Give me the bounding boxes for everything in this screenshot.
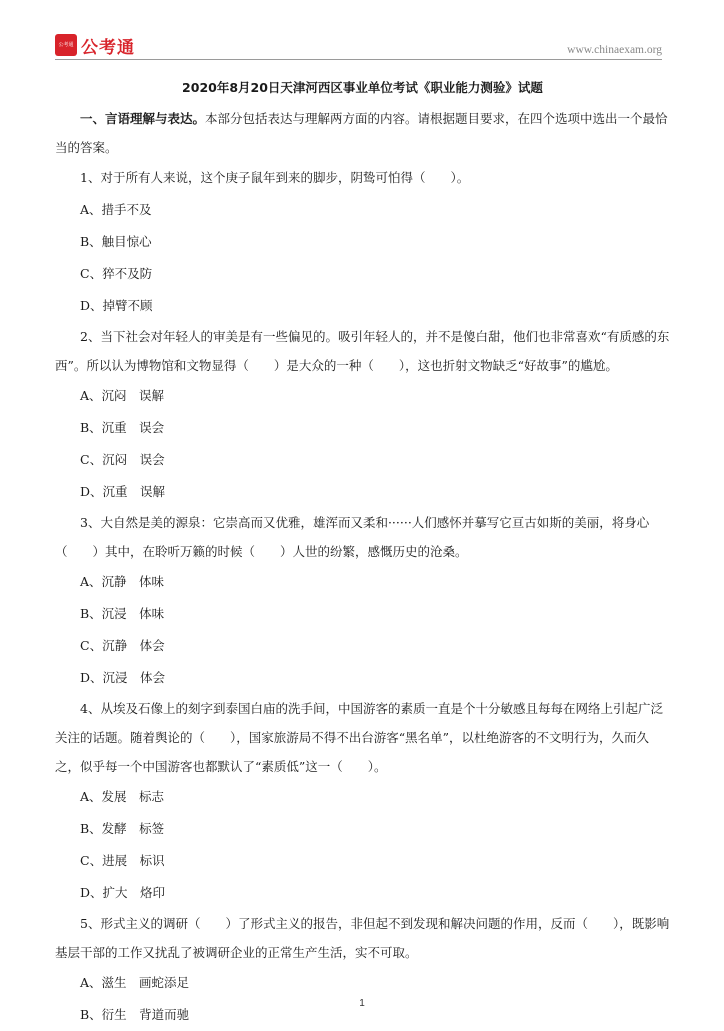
option-a: A、沉闷 误解	[80, 388, 165, 403]
option-b: B、沉浸 体味	[80, 606, 165, 621]
option-c: C、进展 标识	[80, 853, 165, 868]
question-4	[55, 694, 670, 909]
question-stem: 4、从埃及石像上的刻字到泰国白庙的洗手间，中国游客的素质一直是个十分敏感且每每在网络上引起广泛关注的话题。随着舆论的（ ），国家旅游局不得不出台游客“黑名单”，以杜绝游客的不文明行为，久而久之，似乎每一个中国游客也都默认了“素质低”这一（ ）。	[55, 701, 663, 774]
option-d: D、沉重 误解	[80, 484, 166, 499]
option-c: C、猝不及防	[80, 266, 153, 281]
question-2	[55, 322, 670, 508]
option-c: C、沉闷 误会	[80, 452, 165, 467]
question-stem: 1、对于所有人来说，这个庚子鼠年到来的脚步，阴鸷可怕得（ ）。	[80, 170, 470, 185]
option-c: C、沉静 体会	[80, 638, 165, 653]
site-url-link[interactable]: www.chinaexam.org	[567, 44, 662, 56]
page-number: 1	[359, 998, 365, 1009]
brand-logo[interactable]	[55, 34, 135, 56]
question-stem: 3、大自然是美的源泉：它崇高而又优雅，雄浑而又柔和······人们感怀并摹写它亘古如斯的美丽，将身心（ ）其中，在聆听万籁的时候（ ）人世的纷繁，感慨历史的沧桑。	[55, 515, 650, 559]
option-a: A、措手不及	[80, 202, 152, 217]
section-heading: 一、言语理解与表达。	[80, 111, 206, 126]
option-a: A、滋生 画蛇添足	[80, 975, 190, 990]
option-b: B、沉重 误会	[80, 420, 165, 435]
question-5	[55, 909, 670, 1031]
logo-badge-icon: 公考通	[55, 34, 77, 56]
option-b: B、触目惊心	[80, 234, 152, 249]
document-title: 2020年8月20日天津河西区事业单位考试《职业能力测验》试题	[182, 80, 543, 95]
option-d: D、掉臂不顾	[80, 298, 153, 313]
option-b: B、发酵 标签	[80, 821, 165, 836]
question-stem: 5、形式主义的调研（ ）了形式主义的报告，非但起不到发现和解决问题的作用，反而（ ），既影响基层干部的工作又扰乱了被调研企业的正常生产生活，实不可取。	[55, 916, 670, 960]
logo-text: 公考通	[81, 37, 135, 58]
page-header	[55, 34, 662, 60]
option-d: D、扩大 烙印	[80, 885, 166, 900]
option-a: A、发展 标志	[80, 789, 165, 804]
question-3	[55, 508, 670, 694]
document-body	[55, 78, 670, 1031]
section-intro	[55, 104, 670, 162]
section-intro-text: 本部分包括表达与理解两方面的内容。请根据题目要求，在四个选项中选出一个最恰当的答案。	[55, 111, 668, 155]
question-1	[55, 162, 670, 322]
question-stem: 2、当下社会对年轻人的审美是有一些偏见的。吸引年轻人的，并不是傻白甜，他们也非常喜欢“有质感的东西”。所以认为博物馆和文物显得（ ）是大众的一种（ ），这也折射文物缺乏“好故事”的尴尬。	[55, 329, 670, 373]
header-divider	[55, 59, 662, 60]
option-d: D、沉浸 体会	[80, 670, 166, 685]
option-a: A、沉静 体味	[80, 574, 165, 589]
option-b: B、衍生 背道而驰	[80, 1007, 190, 1022]
